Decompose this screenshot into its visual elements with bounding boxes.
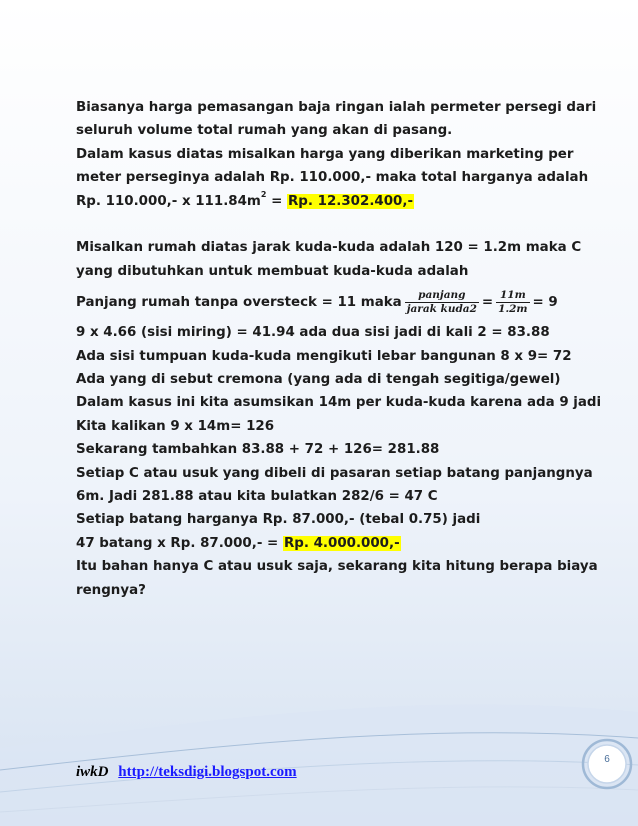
formula-prefix: Panjang rumah tanpa oversteck = 11 maka [76,294,402,310]
paragraph-line-total [76,532,576,555]
paragraph-line: yang dibutuhkan untuk membuat kuda-kuda adalah [76,263,469,279]
fraction-numerator: 11m [499,288,526,301]
paragraph-line: Itu bahan hanya C atau usuk saja, sekarang kita hitung berapa biaya [76,559,598,575]
paragraph-line: 6m. Jadi 281.88 atau kita bulatkan 282/6 = 47 C [76,489,438,505]
paragraph-line: Dalam kasus ini kita asumsikan 14m per kuda-kuda karena ada 9 jadi [76,395,602,411]
superscript: 2 [260,189,267,199]
formula-result: = 9 [532,294,558,310]
paragraph-line: meter perseginya adalah Rp. 110.000,- maka total harganya adalah [76,170,589,186]
area-text: Rp. 110.000,- x 111.84m [76,193,261,209]
paragraph-line: seluruh volume total rumah yang akan di pasang. [76,123,453,139]
document-body [76,96,602,602]
batang-text: 47 batang x Rp. 87.000,- = [76,535,283,551]
author-signature: iwkD [76,764,109,780]
paragraph-line: Kita kalikan 9 x 14m= 126 [76,418,275,434]
paragraph-line: Sekarang tambahkan 83.88 + 72 + 126= 281.88 [76,442,440,458]
paragraph-line: Setiap C atau usuk yang dibeli di pasaran setiap batang panjangnya [76,465,593,481]
paragraph-line: Ada sisi tumpuan kuda-kuda mengikuti lebar bangunan 8 x 9= 72 [76,348,572,364]
paragraph-line: Misalkan rumah diatas jarak kuda-kuda adalah 120 = 1.2m maka C [76,240,582,256]
paragraph-line: 9 x 4.66 (sisi miring) = 41.94 ada dua sisi jadi di kali 2 = 83.88 [76,325,550,341]
paragraph-line: rengnya? [76,582,146,598]
fraction-denominator: 1.2m [498,302,528,315]
equals-text: = [266,193,287,209]
blank-line [76,213,576,236]
formula-line [76,283,576,321]
highlighted-total-roof: Rp. 12.302.400,- [288,193,414,209]
fraction-ratio [405,289,479,316]
paragraph-line-total [76,190,576,213]
fraction-denominator: jarak kuda2 [406,302,477,315]
paragraph-line: Setiap batang harganya Rp. 87.000,- (tebal 0.75) jadi [76,512,481,528]
blog-link[interactable]: http://teksdigi.blogspot.com [118,764,297,780]
page-number: 6 [604,754,610,765]
highlighted-total-c: Rp. 4.000.000,- [283,535,400,551]
paragraph-line: Biasanya harga pemasangan baja ringan ialah permeter persegi dari [76,100,597,115]
footer [76,764,297,781]
fraction-values [496,289,529,316]
paragraph-line: Ada yang di sebut cremona (yang ada di tengah segitiga/gewel) [76,372,561,388]
paragraph-line: Dalam kasus diatas misalkan harga yang diberikan marketing per [76,146,574,162]
equals-sign: = [481,294,494,310]
fraction-numerator: panjang [418,288,466,301]
